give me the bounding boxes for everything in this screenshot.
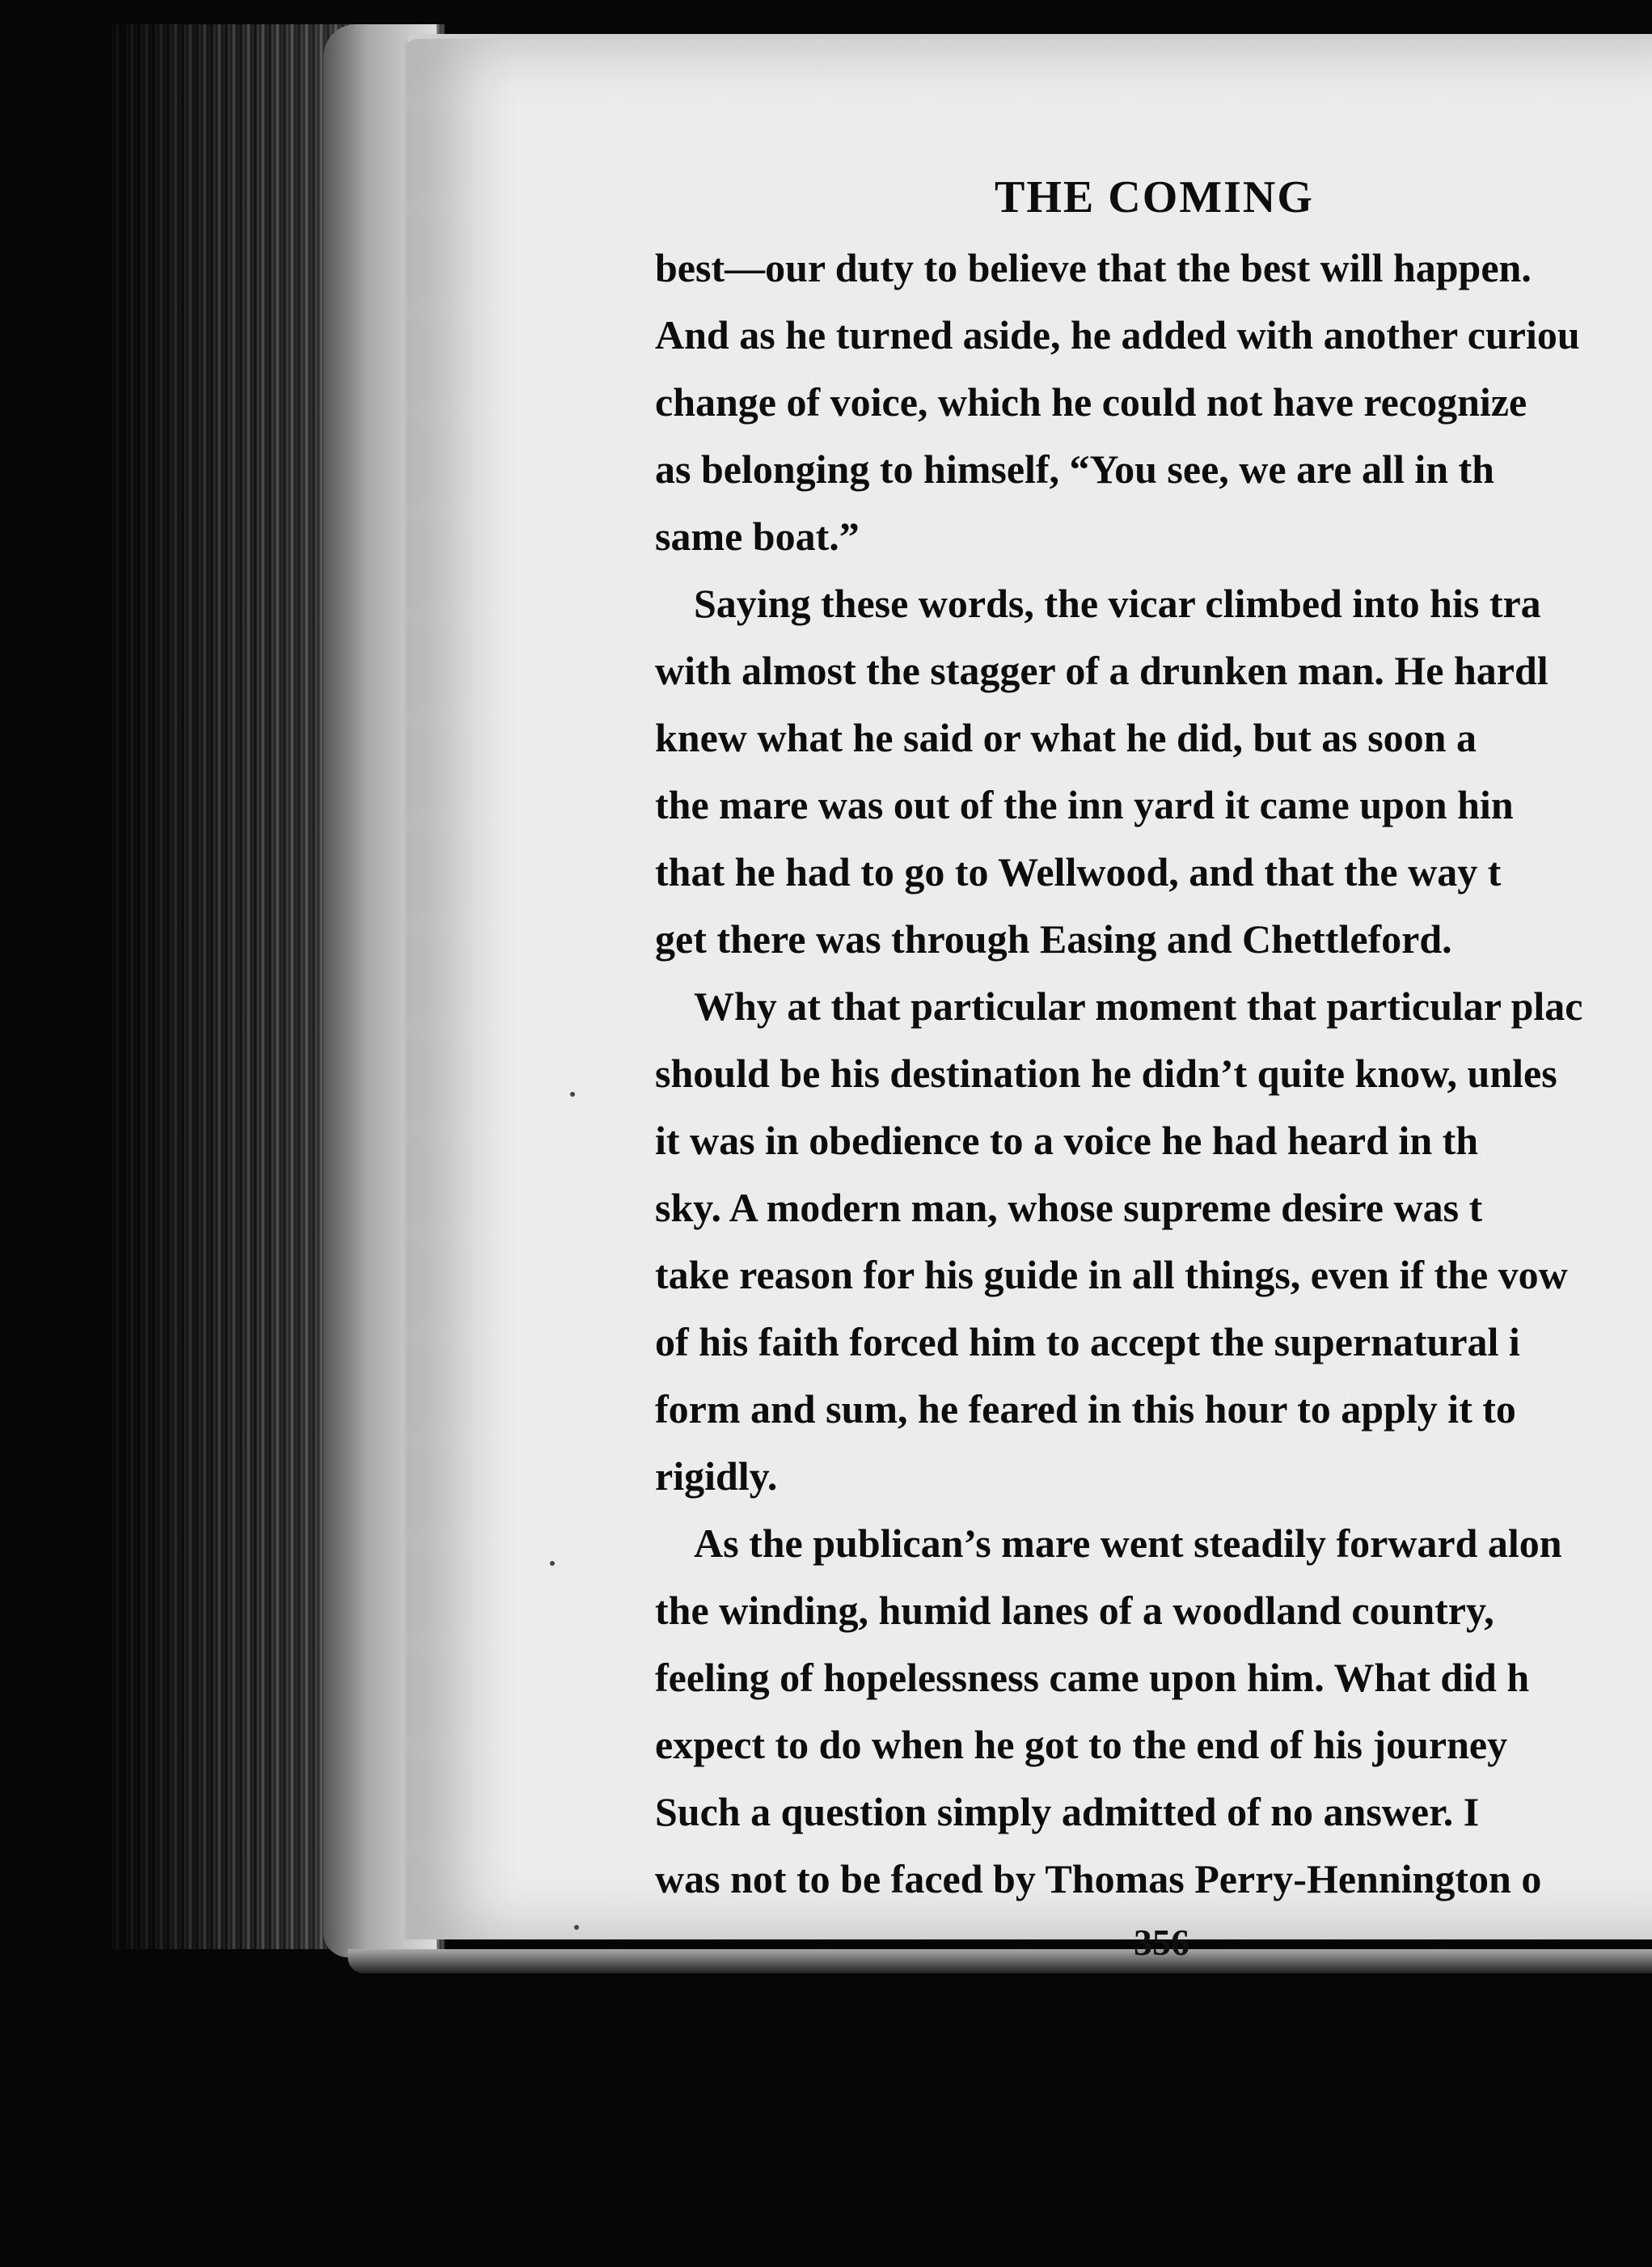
text-line: take reason for his guide in all things, even if the vow — [655, 1252, 1568, 1297]
text-line: as belonging to himself, “You see, we are all in th — [655, 446, 1494, 492]
text-line: should be his destination he didn’t quite know, unles — [655, 1051, 1557, 1096]
text-line: the mare was out of the inn yard it came upon hin — [655, 782, 1514, 827]
text-line: Such a question simply admitted of no answer. I — [655, 1789, 1480, 1834]
page-body-text — [655, 235, 1652, 1913]
text-line: same boat.” — [655, 514, 860, 559]
text-line: get there was through Easing and Chettleford. — [655, 916, 1452, 962]
text-line: that he had to go to Wellwood, and that the way t — [655, 849, 1502, 895]
text-line: Saying these words, the vicar climbed into his tra — [694, 581, 1541, 626]
text-line: it was in obedience to a voice he had heard in th — [655, 1118, 1479, 1163]
text-line: change of voice, which he could not have recognize — [655, 379, 1527, 425]
running-head: THE COMING — [995, 172, 1314, 222]
text-line: best—our duty to believe that the best will happen. — [655, 245, 1532, 290]
book-bottom-edge — [348, 1949, 1652, 1973]
text-line: feeling of hopelessness came upon him. What did h — [655, 1655, 1530, 1700]
text-line: rigidly. — [655, 1453, 778, 1499]
text-line: knew what he said or what he did, but as soon a — [655, 715, 1477, 760]
margin-speck — [550, 1561, 555, 1566]
text-line: Why at that particular moment that particular plac — [694, 983, 1583, 1029]
text-line: And as he turned aside, he added with another curiou — [655, 312, 1580, 357]
page-number: 356 — [1134, 1922, 1189, 1963]
text-line: As the publican’s mare went steadily forward alon — [694, 1520, 1562, 1566]
text-line: the winding, humid lanes of a woodland country, — [655, 1588, 1494, 1633]
text-line: was not to be faced by Thomas Perry-Hennington o — [655, 1856, 1542, 1901]
text-line: form and sum, he feared in this hour to apply it to — [655, 1386, 1516, 1432]
text-line: expect to do when he got to the end of his journey — [655, 1722, 1508, 1767]
margin-speck — [574, 1925, 579, 1930]
text-line: with almost the stagger of a drunken man. He hardl — [655, 648, 1548, 693]
text-line: of his faith forced him to accept the supernatural i — [655, 1319, 1520, 1364]
text-line: sky. A modern man, whose supreme desire was t — [655, 1185, 1483, 1230]
margin-speck — [570, 1092, 575, 1097]
